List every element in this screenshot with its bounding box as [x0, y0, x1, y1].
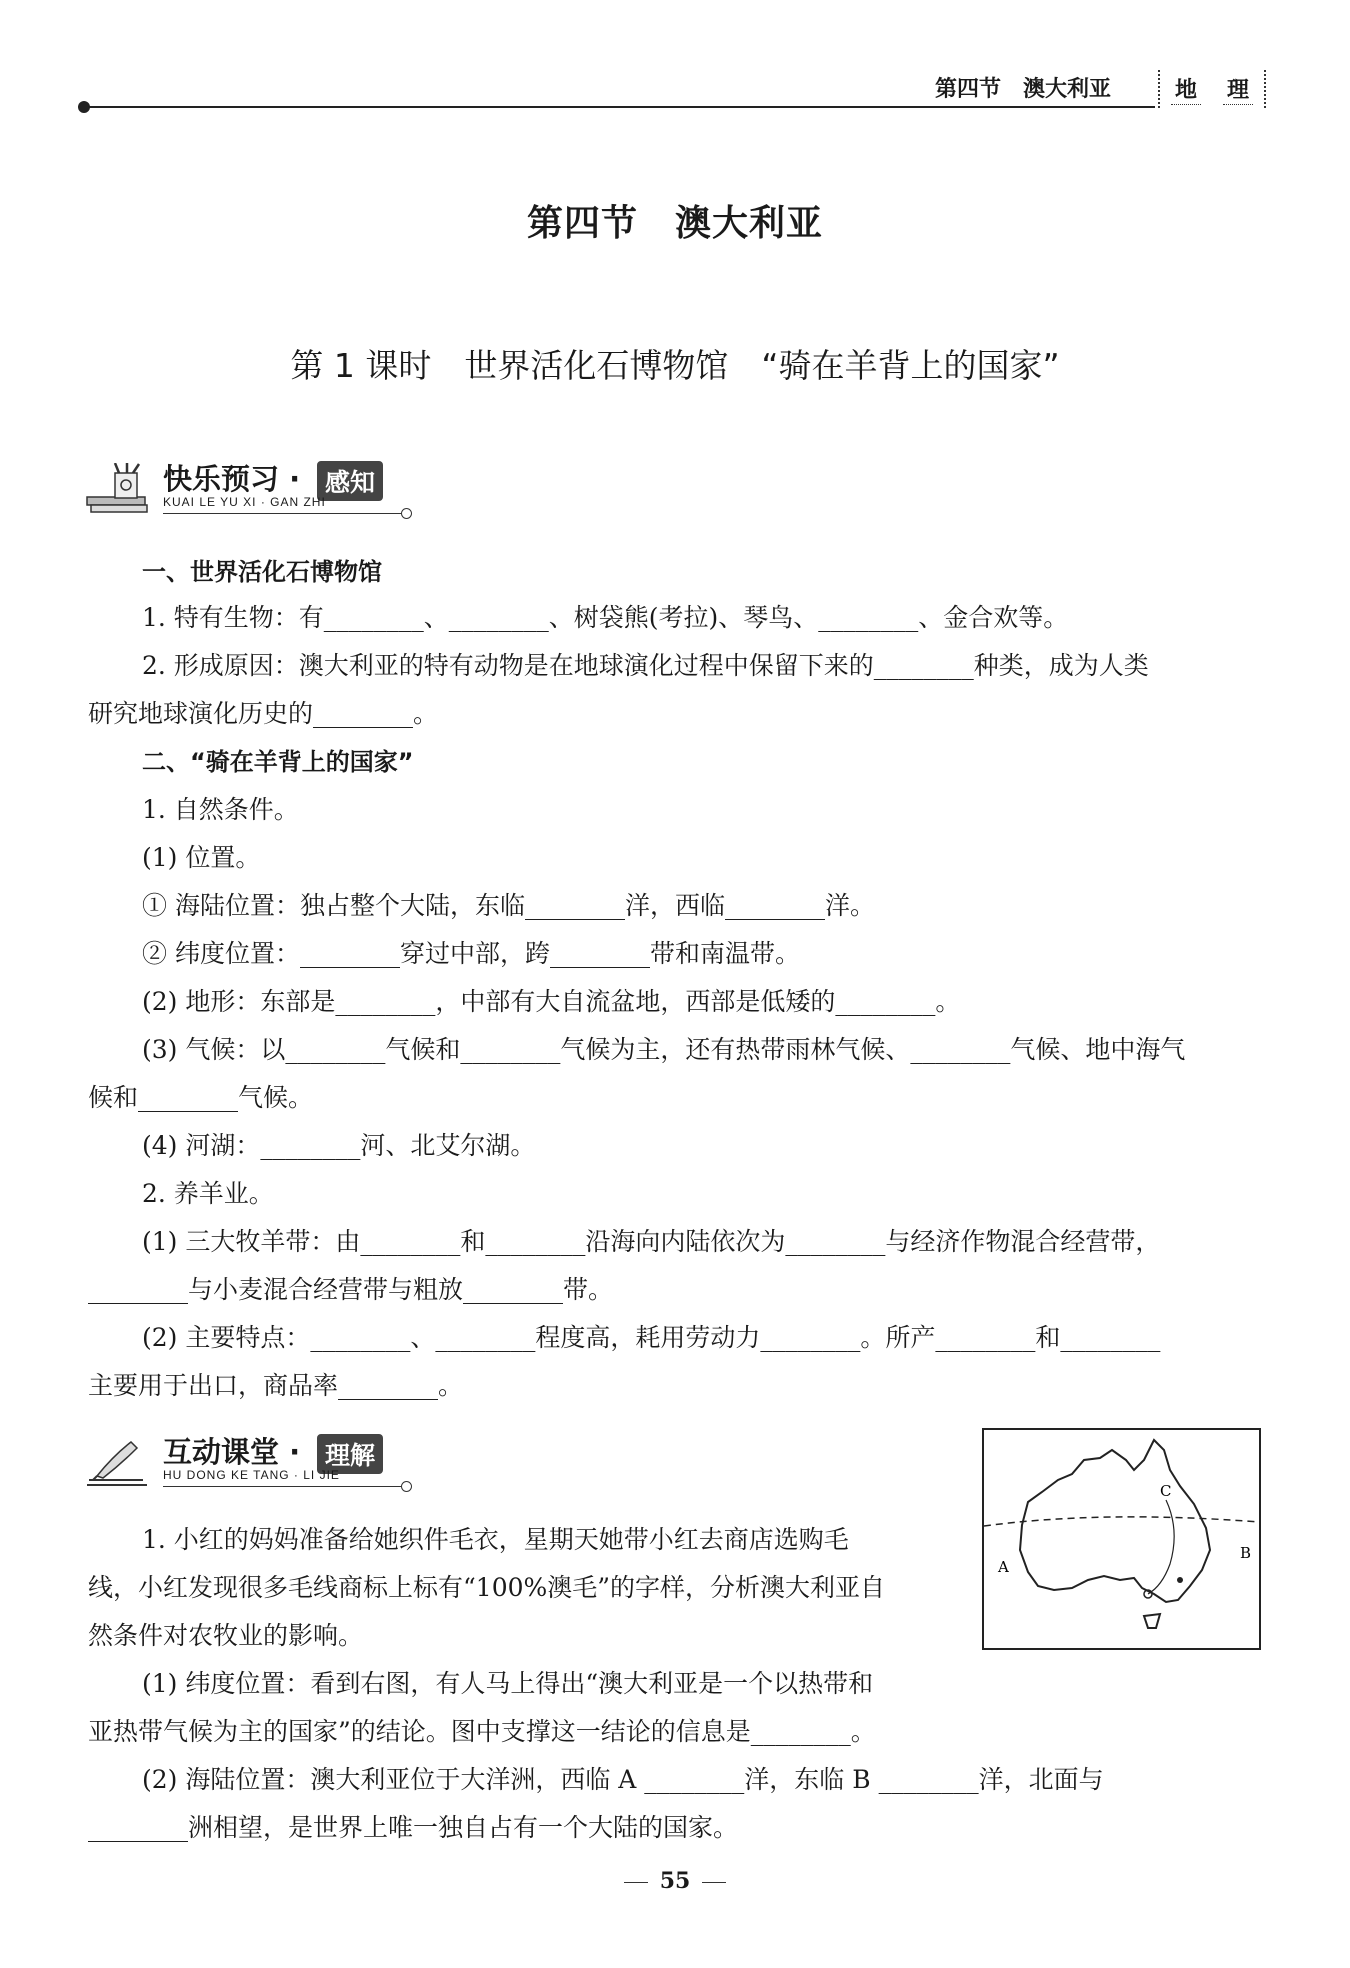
page-title: 第四节 澳大利亚: [526, 203, 823, 244]
books-pencils-icon: [85, 463, 155, 515]
lesson-subtitle: 第 1 课时 世界活化石博物馆 “骑在羊背上的国家”: [290, 346, 1060, 385]
map-label-c: C: [1160, 1482, 1172, 1500]
text-line: (2) 地形：东部是________，中部有大自流盆地，西部是低矮的________。: [142, 987, 961, 1016]
text-line: ________洲相望，是世界上唯一独自占有一个大陆的国家。: [88, 1813, 739, 1842]
section-heading-sheep-country: 二、“骑在羊背上的国家”: [142, 748, 414, 776]
text-line: 1. 自然条件。: [142, 795, 299, 824]
text-line: 候和________气候。: [88, 1083, 314, 1112]
text-line: 研究地球演化历史的________。: [88, 699, 439, 728]
subject-box: [1158, 70, 1266, 108]
interactive-banner-pinyin: HU DONG KE TANG · LI JIE: [163, 1468, 340, 1482]
text-line: 线，小红发现很多毛线商标上标有“100%澳毛”的字样，分析澳大利亚自: [88, 1573, 886, 1602]
pen-writing-icon: [85, 1436, 155, 1488]
text-line: (2) 主要特点：________、________程度高，耗用劳动力________。所产________和________: [142, 1323, 1161, 1352]
australia-map: [982, 1428, 1261, 1650]
text-line: 亚热带气候为主的国家”的结论。图中支撑这一结论的信息是________。: [88, 1717, 876, 1746]
text-line: ________与小麦混合经营带与粗放________带。: [88, 1275, 614, 1304]
text-line: (3) 气候：以________气候和________气候为主，还有热带雨林气候、________气候、地中海气: [142, 1035, 1186, 1064]
text-line: (1) 三大牧羊带：由________和________沿海向内陆依次为________与经济作物混合经营带，: [142, 1227, 1161, 1256]
text-line: (1) 位置。: [142, 843, 261, 872]
text-line: (4) 河湖：________河、北艾尔湖。: [142, 1131, 536, 1160]
interactive-banner-title: 互动课堂 ·: [163, 1435, 301, 1469]
text-line: 1. 小红的妈妈准备给她织件毛衣，星期天她带小红去商店选购毛: [142, 1525, 849, 1554]
text-line: ② 纬度位置：________穿过中部，跨________带和南温带。: [142, 939, 800, 968]
text-line: 2. 养羊业。: [142, 1179, 274, 1208]
preview-banner-title: 快乐预习 ·: [163, 462, 301, 496]
text-line: (1) 纬度位置：看到右图，有人马上得出“澳大利亚是一个以热带和: [142, 1669, 874, 1698]
text-line: 1. 特有生物：有________、________、树袋熊(考拉)、琴鸟、________、金合欢等。: [142, 603, 1069, 632]
banner-rule: [163, 513, 403, 514]
header-rule: [80, 106, 1155, 108]
interactive-banner: [85, 1428, 415, 1498]
map-label-b: B: [1240, 1544, 1252, 1562]
banner-rule: [163, 1486, 403, 1487]
interactive-banner-tag: 理解: [317, 1434, 383, 1474]
text-line: ① 海陆位置：独占整个大陆，东临________洋，西临________洋。: [142, 891, 875, 920]
text-line: 主要用于出口，商品率________。: [88, 1371, 464, 1400]
preview-banner-tag: 感知: [317, 461, 383, 501]
section-heading-fossil-museum: 一、世界活化石博物馆: [142, 558, 382, 586]
banner-end-circle: [401, 1481, 412, 1492]
preview-banner-pinyin: KUAI LE YU XI · GAN ZHI: [163, 495, 326, 509]
text-line: 然条件对农牧业的影响。: [88, 1621, 364, 1650]
preview-banner: [85, 455, 415, 525]
text-line: (2) 海陆位置：澳大利亚位于大洋洲，西临 A ________洋，东临 B ________洋，北面与: [142, 1765, 1104, 1794]
subject-char-2: 理: [1223, 73, 1253, 105]
map-label-a: A: [998, 1558, 1009, 1576]
text-line: 2. 形成原因：澳大利亚的特有动物是在地球演化过程中保留下来的________种类，成为人类: [142, 651, 1149, 680]
australia-outline-figure: [984, 1430, 1259, 1648]
banner-end-circle: [401, 508, 412, 519]
subject-char-1: 地: [1171, 73, 1201, 105]
page-number: 55: [0, 1868, 1350, 1894]
running-header-section: 第四节 澳大利亚: [935, 76, 1112, 102]
